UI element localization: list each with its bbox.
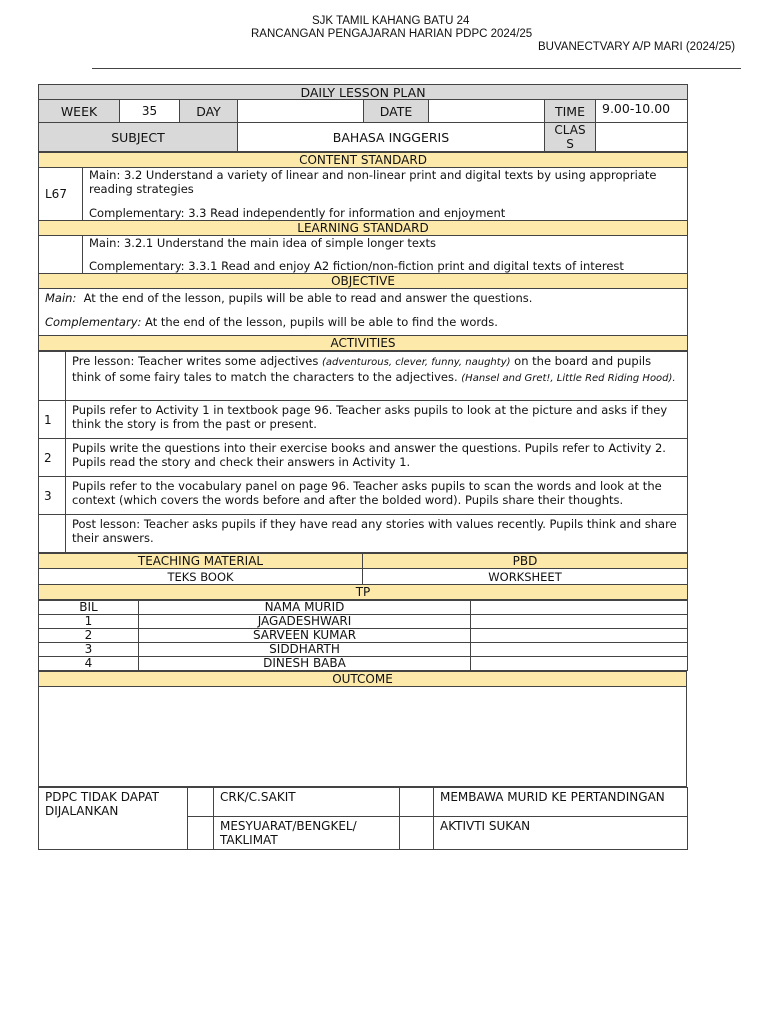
sports-checkbox[interactable] [400, 817, 434, 850]
lesson-plan-sheet [38, 84, 687, 850]
content-standard-body [83, 168, 688, 221]
plan-title-header: RANCANGAN PENGAJARAN HARIAN PDPC 2024/25 [251, 28, 533, 40]
pre-lesson-text-b: on the board and pupils think of some fairy tales to match the characters to the adjectives. [72, 354, 652, 384]
pre-lesson-tales: (Hansel and Gret!, Little Red Riding Hood). [461, 373, 676, 384]
daily-lesson-plan-title: DAILY LESSON PLAN [39, 85, 688, 100]
meeting-checkbox[interactable] [188, 817, 214, 850]
objective-comp-label: Complementary: [45, 315, 142, 329]
date-label: DATE [364, 100, 429, 123]
class-value[interactable] [596, 123, 688, 152]
materials-table [38, 553, 688, 600]
learning-standard-body [83, 236, 688, 274]
class-label-line2: S [566, 137, 574, 151]
post-lesson-number [39, 515, 66, 553]
activity-1-number: 1 [39, 401, 66, 439]
meeting-label: MESYUARAT/BENGKEL/ TAKLIMAT [214, 817, 400, 850]
school-name: SJK TAMIL KAHANG BATU 24 [312, 15, 470, 27]
post-lesson: Post lesson: Teacher asks pupils if they have read any stories with values recently. Pupils think and share their answers. [66, 515, 688, 553]
pbd-value[interactable]: WORKSHEET [363, 569, 688, 585]
objective-main-label: Main: [45, 291, 77, 305]
objective-body [39, 289, 688, 336]
subject-label: SUBJECT [39, 123, 238, 152]
tp-col-name: NAMA MURID [139, 601, 471, 615]
crk-label: CRK/C.SAKIT [214, 788, 400, 817]
content-standard-code: L67 [39, 168, 83, 221]
time-value[interactable]: 9.00-10.00 [596, 100, 688, 123]
activity-1: Pupils refer to Activity 1 in textbook page 96. Teacher asks pupils to look at the picture and asks if they think the story is from the past or present. [66, 401, 688, 439]
content-standard-heading: CONTENT STANDARD [39, 153, 688, 168]
content-standard-main: Main: 3.2 Understand a variety of linear and non-linear print and digital texts by using appropriate reading strategies [89, 168, 657, 196]
class-label-line1: CLAS [554, 123, 586, 137]
student-name: SARVEEN KUMAR [139, 629, 471, 643]
outcome-body[interactable] [39, 687, 687, 787]
tp-table [38, 600, 688, 671]
pdpc-not-conducted: PDPC TIDAK DAPAT DIJALANKAN [39, 788, 188, 850]
student-tp[interactable] [471, 657, 688, 671]
activity-2: Pupils write the questions into their exercise books and answer the questions. Pupils refer to Activity 2. Pupils read the story and check their answers in Activity 1. [66, 439, 688, 477]
day-value[interactable] [238, 100, 364, 123]
activities-heading: ACTIVITIES [39, 336, 688, 351]
student-tp[interactable] [471, 615, 688, 629]
objective-main [45, 291, 681, 305]
time-label: TIME [545, 100, 596, 123]
day-label: DAY [180, 100, 238, 123]
learning-standard-heading: LEARNING STANDARD [39, 221, 688, 236]
objective-heading: OBJECTIVE [39, 274, 688, 289]
content-standard-complementary: Complementary: 3.3 Read independently for information and enjoyment [89, 206, 506, 220]
objective-comp-text: At the end of the lesson, pupils will be able to find the words. [145, 315, 498, 329]
student-tp[interactable] [471, 643, 688, 657]
outcome-heading: OUTCOME [39, 672, 687, 687]
student-bil: 1 [39, 615, 139, 629]
activity-2-number: 2 [39, 439, 66, 477]
pbd-label: PBD [363, 554, 688, 569]
student-name: SIDDHARTH [139, 643, 471, 657]
student-name: JAGADESHWARI [139, 615, 471, 629]
activity-3: Pupils refer to the vocabulary panel on page 96. Teacher asks pupils to scan the words and look at the context (which covers the words before and after the bolded word). Pupils share their thoughts. [66, 477, 688, 515]
objective-complementary [45, 315, 681, 329]
student-name: DINESH BABA [139, 657, 471, 671]
outcome-table [38, 671, 687, 787]
crk-checkbox[interactable] [188, 788, 214, 817]
teaching-material-value[interactable]: TEKS BOOK [39, 569, 363, 585]
tp-col-bil: BIL [39, 601, 139, 615]
learning-standard-main: Main: 3.2.1 Understand the main idea of simple longer texts [89, 236, 437, 250]
objective-main-text: At the end of the lesson, pupils will be able to read and answer the questions. [83, 291, 533, 305]
student-bil: 2 [39, 629, 139, 643]
date-value[interactable] [429, 100, 545, 123]
week-value[interactable]: 35 [120, 100, 180, 123]
tp-heading: TP [39, 585, 688, 600]
student-tp[interactable] [471, 629, 688, 643]
sports-label: AKTIVTI SUKAN [434, 817, 688, 850]
footer-table [38, 787, 688, 850]
student-bil: 4 [39, 657, 139, 671]
week-label: WEEK [39, 100, 120, 123]
pre-lesson-number [39, 352, 66, 401]
learning-standard-complementary: Complementary: 3.3.1 Read and enjoy A2 fiction/non-fiction print and digital texts of interest [89, 259, 624, 273]
standards-table [38, 152, 688, 351]
subject-value[interactable]: BAHASA INGGERIS [238, 123, 545, 152]
competition-checkbox[interactable] [400, 788, 434, 817]
header-divider [92, 68, 741, 69]
class-label [545, 123, 596, 152]
teaching-material-label: TEACHING MATERIAL [39, 554, 363, 569]
student-bil: 3 [39, 643, 139, 657]
competition-label: MEMBAWA MURID KE PERTANDINGAN [434, 788, 688, 817]
activity-3-number: 3 [39, 477, 66, 515]
pre-lesson [66, 352, 688, 401]
learning-standard-code [39, 236, 83, 274]
pre-lesson-adjectives: (adventurous, clever, funny, naughty) [322, 357, 511, 368]
tp-col-level [471, 601, 688, 615]
lesson-info-table [38, 84, 688, 152]
teacher-name: BUVANECTVARY A/P MARI (2024/25) [538, 41, 736, 53]
activities-table [38, 351, 688, 553]
pre-lesson-text-a: Pre lesson: Teacher writes some adjectives [72, 354, 319, 368]
